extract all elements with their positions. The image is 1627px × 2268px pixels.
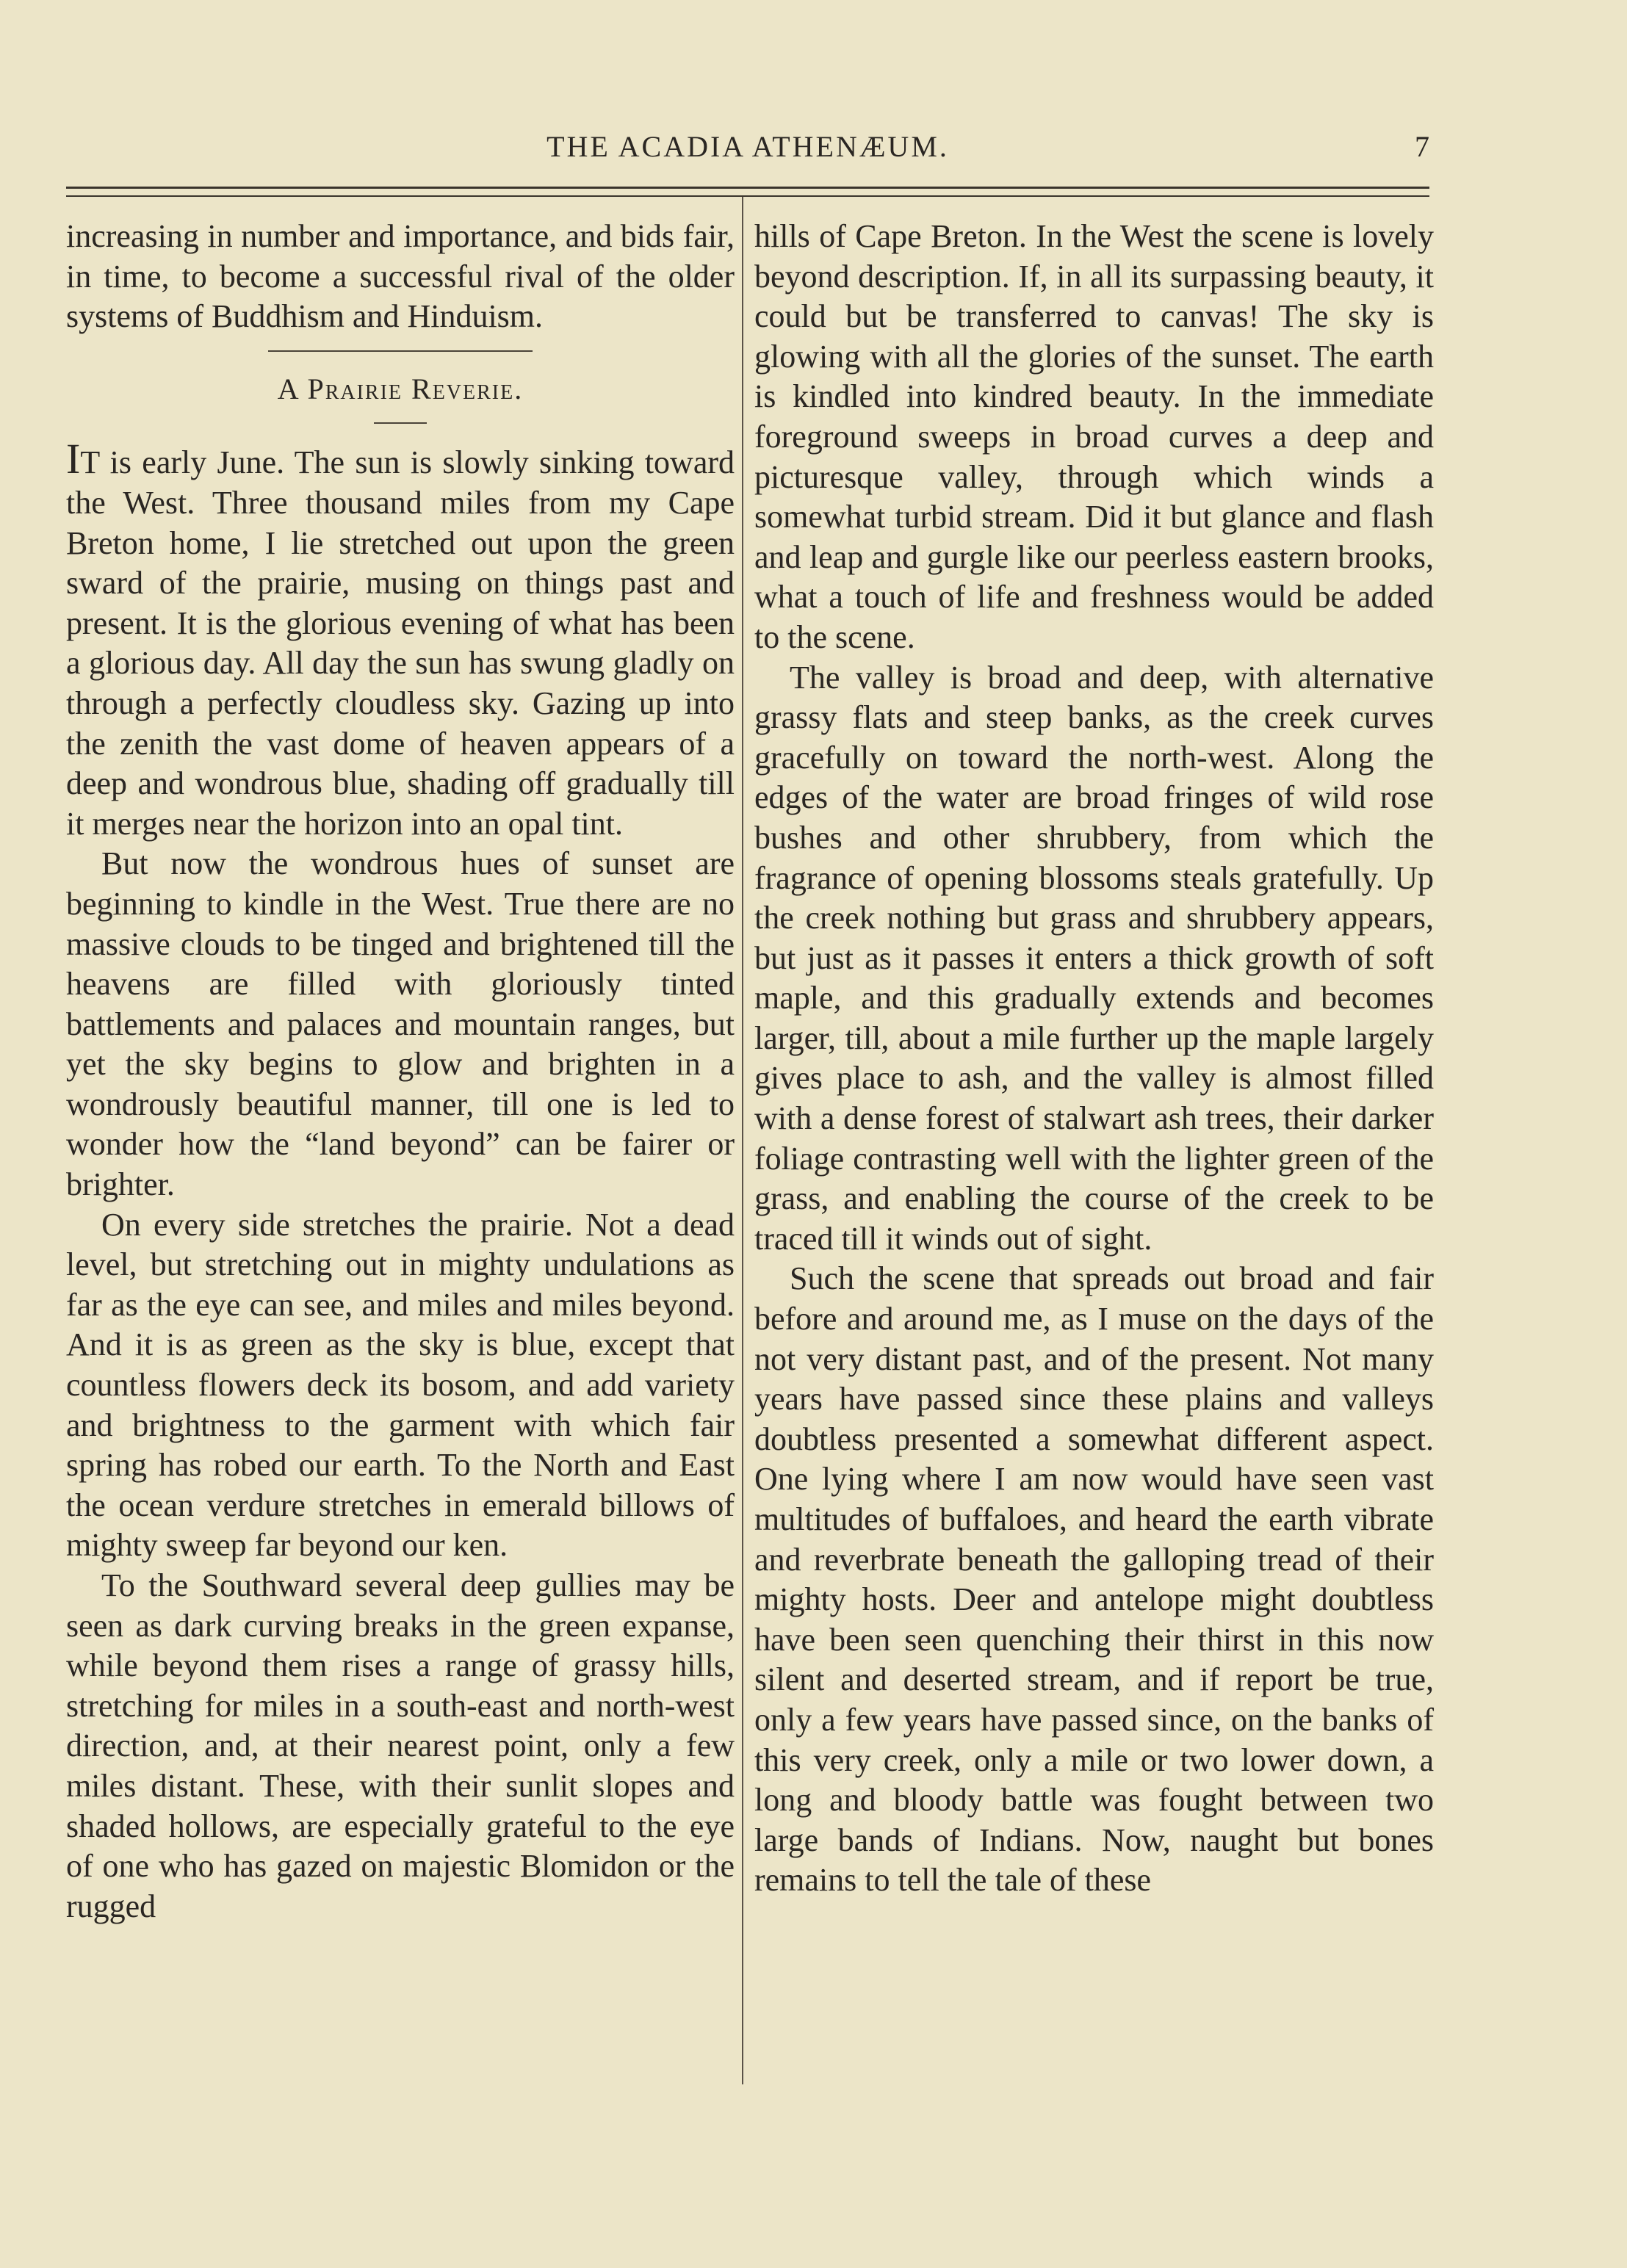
section-separator-rule bbox=[268, 350, 533, 352]
title-underline-rule bbox=[374, 422, 427, 424]
journal-title: THE ACADIA ATHENÆUM. bbox=[546, 130, 949, 163]
right-column bbox=[754, 217, 1434, 1901]
paragraph-1-text: T is early June. The sun is slowly sinking toward the West. Three thousand miles from my Cape Breton home, I lie stretched out upon the green sward of the prairie, musing on things past and present. It is the glorious evening of what has been a glorious day. All day the sun has swung gladly on through a perfectly cloudless sky. Gazing up into the zenith the vast dome of heaven appears of a deep and wondrous blue, shading off gradually till it merges near the horizon into an opal tint. bbox=[66, 444, 735, 842]
article-paragraph-4: To the Southward several deep gullies may be seen as dark curving breaks in the green expanse, while beyond them rises a range of grassy hills, stretching for miles in a south-east and north-west direction, and, at their nearest point, only a few miles distant. These, with their sunlit slopes and shaded hollows, are especially grateful to the eye of one who has gazed on majestic Blomidon or the rugged bbox=[66, 1567, 735, 1924]
article-paragraph-6: Such the scene that spreads out broad and fair before and around me, as I muse on the days of the not very distant past, and of the present. Not many years have passed since these plains and valleys doubtless presented a somewhat different aspect. One lying where I am now would have seen vast multitudes of buffaloes, and heard the earth vibrate and reverbrate beneath the galloping tread of their mighty hosts. Deer and antelope might doubtless have been seen quenching their thirst in this now silent and deserted stream, and if report be true, only a few years have passed since, on the banks of this very creek, only a mile or two lower down, a long and bloody battle was fought between two large bands of Indians. Now, naught but bones remains to tell the tale of these bbox=[754, 1260, 1434, 1899]
column-divider bbox=[742, 197, 743, 2084]
left-column bbox=[66, 217, 735, 1926]
continued-paragraph-right: hills of Cape Breton. In the West the scene is lovely beyond description. If, in all its surpassing beauty, it could but be transferred to canvas! The sky is glowing with all the glories of the sunset. The earth is kindled into kindred beauty. In the immediate foreground sweeps in broad curves a deep and picturesque valley, through which winds a somewhat turbid stream. Did it but glance and flash and leap and gurgle like our peerless eastern brooks, what a touch of life and freshness would be added to the scene. bbox=[754, 218, 1434, 655]
drop-cap: I bbox=[66, 435, 81, 483]
page-header bbox=[66, 123, 1429, 167]
article-paragraph-5: The valley is broad and deep, with alternative grassy flats and steep banks, as the creek curves gracefully on toward the north-west. Along the edges of the water are broad fringes of wild rose bushes and other shrubbery, from which the fragrance of opening blossoms steals gratefully. Up the creek nothing but grass and shrubbery appears, but just as it passes it enters a thick growth of soft maple, and this gradually extends and becomes larger, till, about a mile further up the maple largely gives place to ash, and the valley is almost filled with a dense forest of stalwart ash trees, their darker foliage contrasting well with the lighter green of the grass, and enabling the course of the creek to be traced till it winds out of sight. bbox=[754, 659, 1434, 1257]
header-double-rule bbox=[66, 187, 1429, 197]
article-paragraph-3: On every side stretches the prairie. Not a dead level, but stretching out in mighty undulations as far as the eye can see, and miles and miles beyond. And it is as green as the sky is blue, except that countless flowers deck its bosom, and add variety and brightness to the garment with which fair spring has robed our earth. To the North and East the ocean verdure stretches in emerald billows of mighty sweep far beyond our ken. bbox=[66, 1206, 735, 1564]
article-paragraph-1 bbox=[66, 435, 735, 844]
article-title: A Prairie Reverie. bbox=[277, 372, 524, 405]
article-paragraph-2: But now the wondrous hues of sunset are beginning to kindle in the West. True there are no massive clouds to be tinged and brightened till the heavens are filled with gloriously tinted battlements and palaces and mountain ranges, but yet the sky begins to glow and brighten in a wondrously beautiful manner, till one is led to wonder how the “land beyond” can be fairer or brighter. bbox=[66, 845, 735, 1203]
continued-paragraph: increasing in number and importance, and bids fair, in time, to become a successful rival of the older systems of Buddhism and Hinduism. bbox=[66, 218, 735, 335]
page-number: 7 bbox=[1415, 130, 1429, 163]
